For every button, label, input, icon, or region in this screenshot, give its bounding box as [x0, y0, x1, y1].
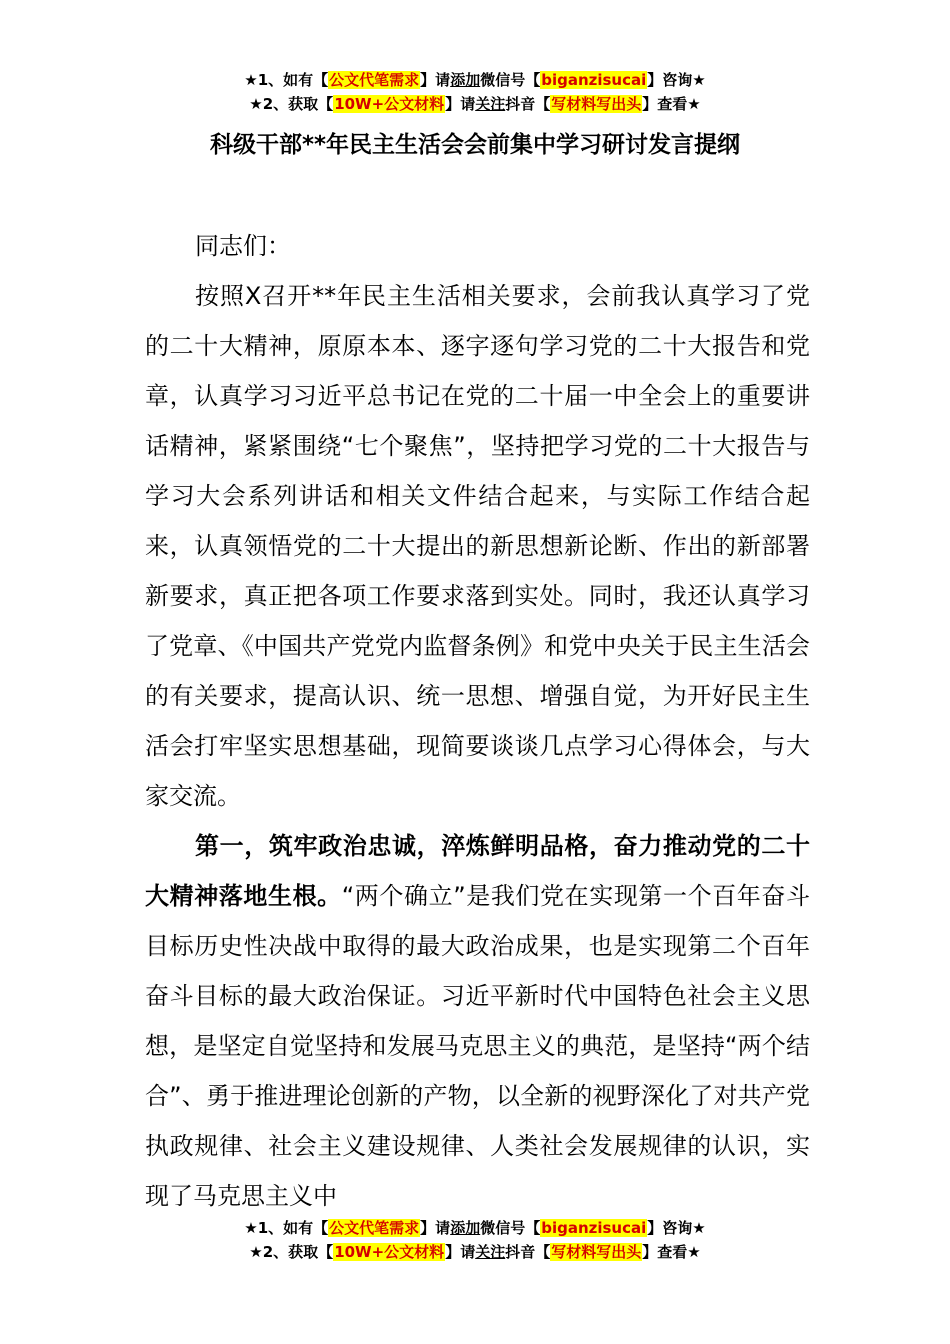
banner-highlight: 写材料写出头	[551, 95, 642, 113]
paragraph-2	[145, 821, 810, 1221]
banner-text: 抖音【	[505, 95, 551, 113]
banner-highlight: biganzisucai	[541, 71, 647, 89]
banner-text: 】请	[445, 95, 476, 113]
paragraph-1: 按照X召开**年民主生活相关要求，会前我认真学习了党的二十大精神，原原本本、逐字逐句学习党的二十大报告和党章，认真学习习近平总书记在党的二十届一中全会上的重要讲话精神，紧紧围绕“七个聚焦”，坚持把学习党的二十大报告与学习大会系列讲话和相关文件结合起来，与实际工作结合起来，认真领悟党的二十大提出的新思想新论断、作出的新部署新要求，真正把各项工作要求落到实处。同时，我还认真学习了党章、《中国共产党党内监督条例》和党中央关于民主生活会的有关要求，提高认识、统一思想、增强自觉，为开好民主生活会打牢坚实思想基础，现简要谈谈几点学习心得体会，与大家交流。	[145, 282, 810, 810]
banner-highlight: 10W+公文材料	[334, 1243, 445, 1261]
banner-highlight: 公文代笔需求	[329, 71, 420, 89]
banner-underline-text: 添加	[450, 1219, 481, 1237]
banner-text: 】请	[420, 1219, 451, 1237]
banner-text: ★2、获取【	[249, 1243, 334, 1261]
banner-highlight: 10W+公文材料	[334, 95, 445, 113]
banner-underline-text: 添加	[450, 71, 481, 89]
banner-text: ★1、如有【	[244, 71, 329, 89]
banner-text: 】请	[420, 71, 451, 89]
banner-text: 微信号【	[480, 71, 541, 89]
banner-highlight: biganzisucai	[541, 1219, 647, 1237]
top-banner	[0, 68, 950, 116]
banner-text: ★2、获取【	[249, 95, 334, 113]
banner-text: ★1、如有【	[244, 1219, 329, 1237]
document-body	[145, 221, 810, 1221]
document-title: 科级干部**年民主生活会会前集中学习研讨发言提纲	[209, 132, 741, 158]
salutation: 同志们：	[195, 232, 291, 260]
banner-text: 】查看★	[642, 1243, 701, 1261]
banner-underline-text: 关注	[475, 1243, 506, 1261]
banner-text: 】请	[445, 1243, 476, 1261]
banner-text: 】咨询★	[647, 1219, 706, 1237]
banner-highlight: 写材料写出头	[551, 1243, 642, 1261]
banner-highlight: 公文代笔需求	[329, 1219, 420, 1237]
banner-line-2	[0, 92, 950, 116]
bottom-banner	[0, 1216, 950, 1264]
banner-text: 抖音【	[505, 1243, 551, 1261]
banner-line-1	[0, 68, 950, 92]
banner-text: 】咨询★	[647, 71, 706, 89]
banner-line-2	[0, 1240, 950, 1264]
banner-underline-text: 关注	[475, 95, 506, 113]
banner-text: 微信号【	[480, 1219, 541, 1237]
paragraph-2-body: “两个确立”是我们党在实现第一个百年奋斗目标历史性决战中取得的最大政治成果，也是实现第二个百年奋斗目标的最大政治保证。习近平新时代中国特色社会主义思想，是坚定自觉坚持和发展马克思主义的典范，是坚持“两个结合”、勇于推进理论创新的产物，以全新的视野深化了对共产党执政规律、社会主义建设规律、人类社会发展规律的认识，实现了马克思主义中	[145, 882, 810, 1210]
paragraph-2-heading: 第一，筑牢政治忠诚，淬炼鲜明品格，奋力推动党的二十大精神落地生根。	[145, 832, 810, 910]
banner-line-1	[0, 1216, 950, 1240]
banner-text: 】查看★	[642, 95, 701, 113]
